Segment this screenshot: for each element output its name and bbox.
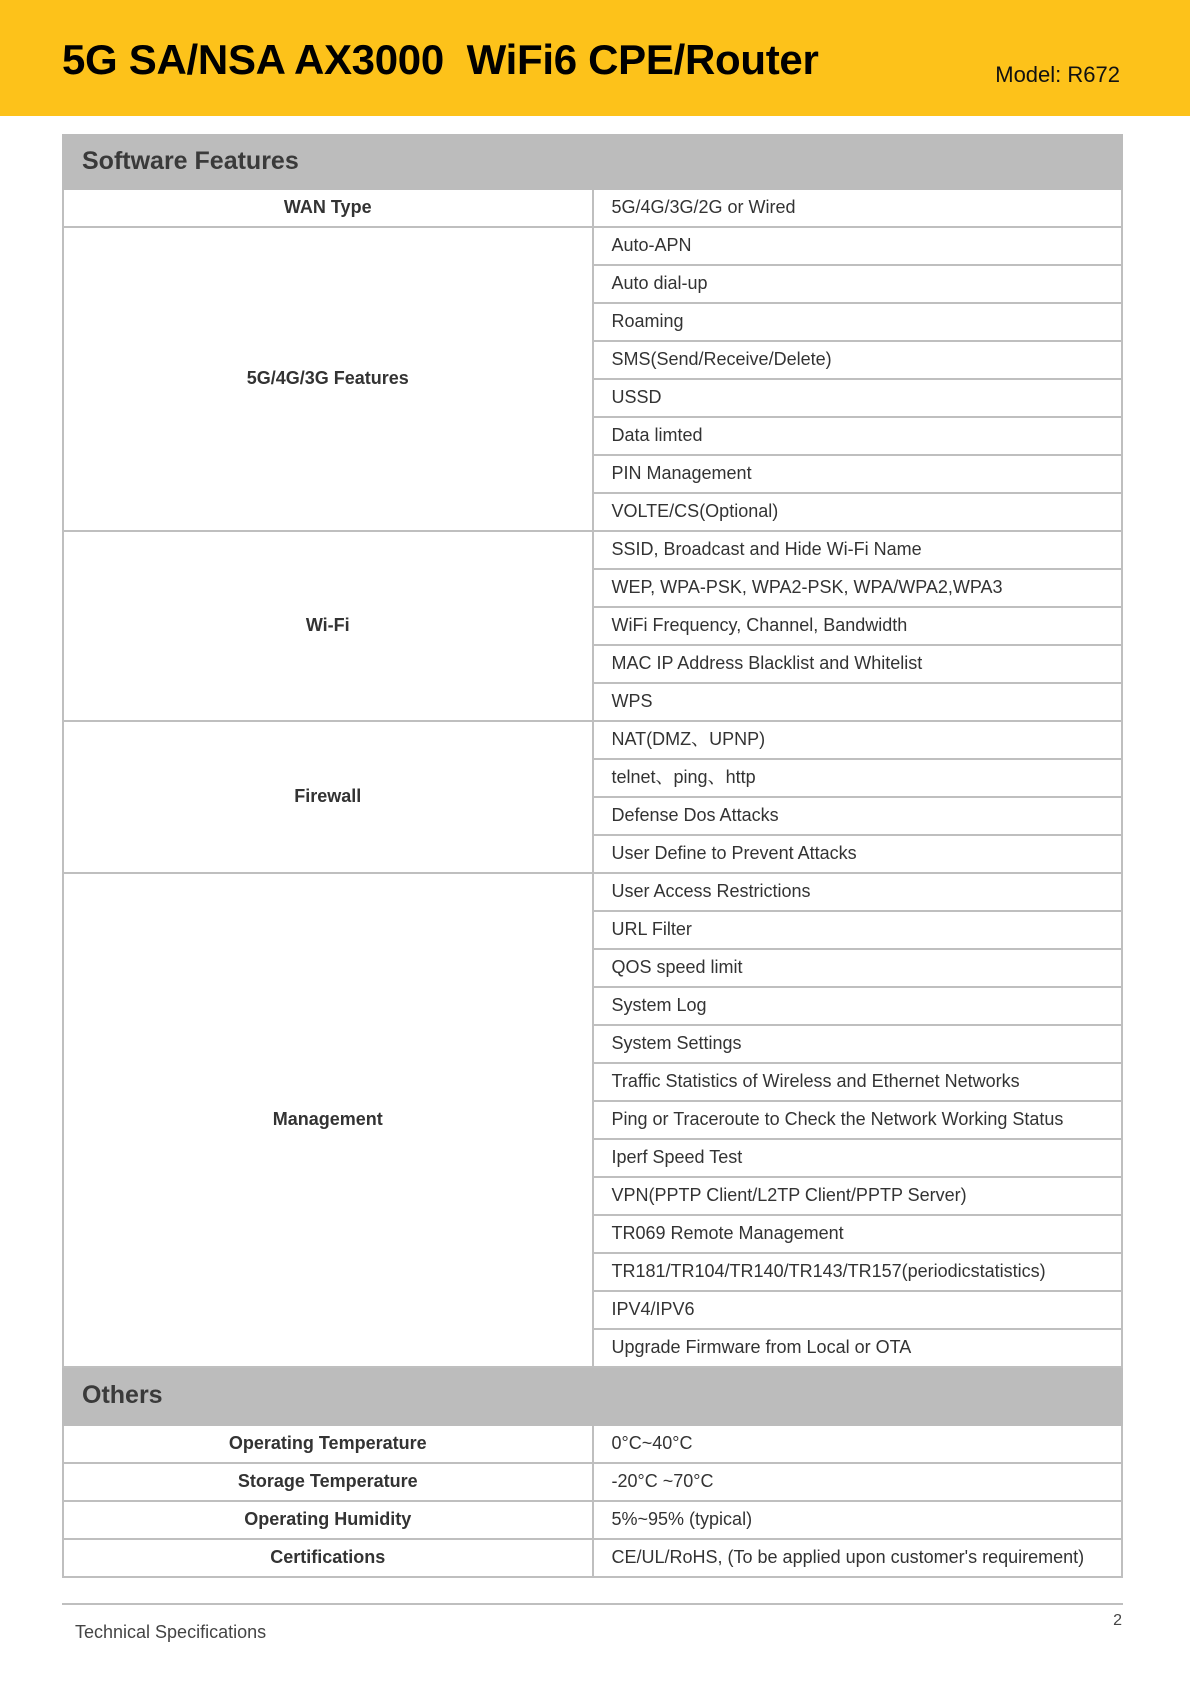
spec-value: WPS: [593, 683, 1123, 721]
spec-value: 0°C~40°C: [593, 1425, 1123, 1463]
table-row: [63, 531, 1122, 569]
spec-value: PIN Management: [593, 455, 1123, 493]
spec-value: 5%~95% (typical): [593, 1501, 1123, 1539]
spec-value: Auto dial-up: [593, 265, 1123, 303]
spec-category: Certifications: [63, 1539, 593, 1577]
spec-value: -20°C ~70°C: [593, 1463, 1123, 1501]
spec-value: VOLTE/CS(Optional): [593, 493, 1123, 531]
table-row: [63, 1501, 1122, 1539]
spec-category: 5G/4G/3G Features: [63, 227, 593, 531]
spec-table: [62, 134, 1123, 1578]
table-row: [63, 873, 1122, 911]
table-row: [63, 1425, 1122, 1463]
footer-label: Technical Specifications: [75, 1622, 267, 1642]
spec-value: NAT(DMZ、UPNP): [593, 721, 1123, 759]
spec-value: telnet、ping、http: [593, 759, 1123, 797]
spec-value: WiFi Frequency, Channel, Bandwidth: [593, 607, 1123, 645]
spec-value: URL Filter: [593, 911, 1123, 949]
spec-value: User Define to Prevent Attacks: [593, 835, 1123, 873]
spec-value: Roaming: [593, 303, 1123, 341]
spec-value: CE/UL/RoHS, (To be applied upon customer's requirement): [593, 1539, 1123, 1577]
spec-value: Auto-APN: [593, 227, 1123, 265]
spec-value: Defense Dos Attacks: [593, 797, 1123, 835]
spec-category: Storage Temperature: [63, 1463, 593, 1501]
spec-value: QOS speed limit: [593, 949, 1123, 987]
table-row: [63, 1539, 1122, 1577]
table-row: [63, 1463, 1122, 1501]
spec-value: MAC IP Address Blacklist and Whitelist: [593, 645, 1123, 683]
section-title-software: Software Features: [63, 135, 1122, 189]
spec-value: Data limted: [593, 417, 1123, 455]
spec-value: SMS(Send/Receive/Delete): [593, 341, 1123, 379]
document-title: 5G SA/NSA AX3000 WiFi6 CPE/Router: [62, 36, 819, 83]
spec-value: USSD: [593, 379, 1123, 417]
spec-value: TR069 Remote Management: [593, 1215, 1123, 1253]
spec-value: TR181/TR104/TR140/TR143/TR157(periodicstatistics): [593, 1253, 1123, 1291]
spec-value: VPN(PPTP Client/L2TP Client/PPTP Server): [593, 1177, 1123, 1215]
spec-value: IPV4/IPV6: [593, 1291, 1123, 1329]
spec-category: WAN Type: [63, 189, 593, 227]
table-row: [63, 189, 1122, 227]
spec-value: System Settings: [593, 1025, 1123, 1063]
spec-value: Ping or Traceroute to Check the Network Working Status: [593, 1101, 1123, 1139]
spec-category: Management: [63, 873, 593, 1367]
footer-divider: [62, 1603, 1123, 1605]
spec-category: Operating Humidity: [63, 1501, 593, 1539]
spec-category: Firewall: [63, 721, 593, 873]
page-number: 2: [1113, 1612, 1122, 1629]
spec-category: Wi-Fi: [63, 531, 593, 721]
spec-value: User Access Restrictions: [593, 873, 1123, 911]
spec-value: WEP, WPA-PSK, WPA2-PSK, WPA/WPA2,WPA3: [593, 569, 1123, 607]
table-row: [63, 227, 1122, 265]
spec-value: SSID, Broadcast and Hide Wi-Fi Name: [593, 531, 1123, 569]
spec-table-body: [63, 135, 1122, 1577]
spec-value: System Log: [593, 987, 1123, 1025]
table-row: [63, 721, 1122, 759]
spec-value: Traffic Statistics of Wireless and Ethernet Networks: [593, 1063, 1123, 1101]
spec-value: Upgrade Firmware from Local or OTA: [593, 1329, 1123, 1367]
spec-value: Iperf Speed Test: [593, 1139, 1123, 1177]
spec-value: 5G/4G/3G/2G or Wired: [593, 189, 1123, 227]
section-title-others: Others: [63, 1367, 1122, 1425]
model-label: Model: R672: [995, 62, 1120, 87]
section-header-software: [63, 135, 1122, 189]
spec-category: Operating Temperature: [63, 1425, 593, 1463]
section-header-others: [63, 1367, 1122, 1425]
